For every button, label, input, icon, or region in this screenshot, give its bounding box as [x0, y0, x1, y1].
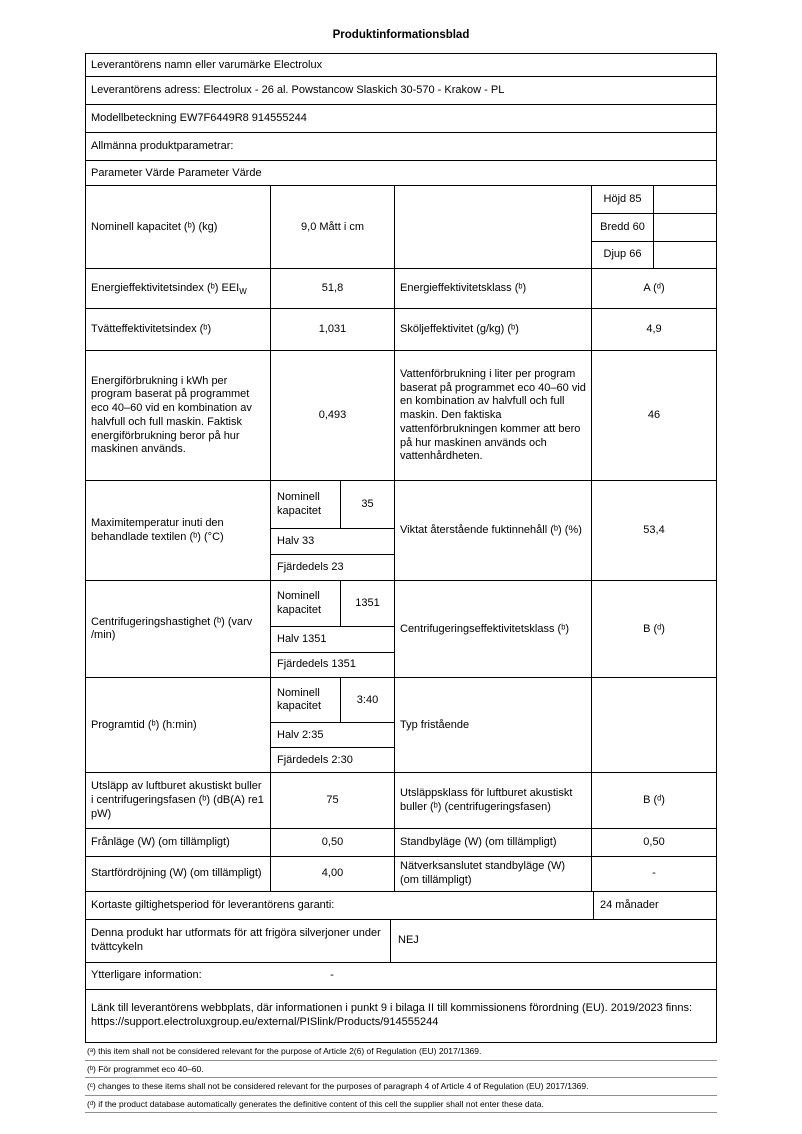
spin-rated-row [271, 581, 394, 626]
row-supplier-name [86, 54, 716, 76]
temperature-half-row: Halv 33 [271, 528, 394, 554]
param-programme-duration: Programtid (ᵇ) (h:min) [91, 718, 197, 731]
row-programme-duration [86, 677, 716, 772]
dimension-row-width [592, 213, 716, 241]
supplier-name-text: Leverantörens namn eller varumärke Electrolux [91, 58, 323, 71]
row-supplier-address [86, 76, 716, 104]
param-water-consumption: Vattenförbrukning i liter per program baserat på programmet eco 40–60 vid en kombination av halvfull och full maskin. Den faktiska vattenförbrukningen kommer att bero på hur maskinen används och vattenhårdheten. [394, 351, 591, 480]
footnote-a: (ᵃ) this item shall not be considered relevant for the purpose of Article 2(6) of Regulation (EU) 2017/1369. [85, 1043, 717, 1061]
programme-duration-subtable [270, 678, 394, 772]
row-acoustic-noise [86, 772, 716, 828]
temperature-rated-value: 35 [340, 481, 394, 528]
param-additional-information: Ytterligare information: [91, 969, 202, 981]
value-noise-class: B (ᵈ) [591, 773, 716, 828]
row-warranty [86, 891, 716, 919]
param-spin-efficiency-class: Centrifugeringseffektivitetsklass (ᵇ) [394, 581, 591, 677]
dimension-row-depth [592, 241, 716, 269]
supplier-address-text: Leverantörens adress: Electrolux - 26 al. Powstancow Slaskich 30-570 - Krakow - PL [91, 84, 505, 96]
temperature-rated-label: Nominell kapacitet [277, 490, 322, 517]
param-warranty: Kortaste giltighetsperiod för leverantörens garanti: [91, 898, 335, 911]
value-energy-consumption: 0,493 [270, 351, 394, 480]
row-nominal-capacity [86, 185, 716, 268]
value-energy-efficiency-class: A (ᵈ) [591, 269, 716, 308]
value-water-consumption: 46 [591, 351, 716, 480]
duration-quarter-row: Fjärdedels 2:30 [271, 747, 394, 772]
supplier-link-url: https://support.electroluxgroup.eu/external/PISlink/Products/914555244 [91, 1015, 439, 1028]
duration-rated-row [271, 678, 394, 722]
param-energy-efficiency-class: Energieffektivitetsklass (ᵇ) [394, 269, 591, 308]
param-energy-efficiency-index [86, 269, 270, 308]
dimensions-subtable [591, 186, 716, 268]
general-parameters-heading-text: Allmänna produktparametrar: [91, 140, 234, 152]
dimension-width-text: Bredd 60 [600, 220, 645, 233]
table-header-text: Parameter Värde Parameter Värde [91, 166, 262, 179]
footnote-d: (ᵈ) if the product database automatically generates the definitive content of this cell the supplier shall not enter these data. [85, 1096, 717, 1114]
row-model-identifier [86, 104, 716, 132]
spin-rated-label: Nominell kapacitet [277, 590, 322, 616]
max-temperature-subtable [270, 481, 394, 580]
spin-rated-value: 1351 [340, 581, 394, 626]
dimension-height-text: Höjd 85 [603, 192, 642, 205]
value-warranty: 24 månader [593, 892, 716, 919]
param-standby-mode: Standbyläge (W) (om tillämpligt) [394, 829, 591, 856]
value-standby-mode: 0,50 [591, 829, 716, 856]
dimension-width-empty-cell [653, 214, 716, 241]
param-remaining-moisture: Viktat återstående fuktinnehåll (ᵇ) (%) [394, 481, 591, 580]
value-rinsing-effectiveness: 4,9 [591, 309, 716, 350]
dimension-depth-empty-cell [653, 242, 716, 269]
param-dimensions [394, 186, 591, 268]
footnote-b: (ᵇ) För programmet eco 40–60. [85, 1061, 717, 1079]
row-max-temperature [86, 480, 716, 580]
row-delay-start [86, 856, 716, 891]
value-energy-efficiency-index: 51,8 [270, 269, 394, 308]
product-information-table [85, 53, 717, 1043]
param-max-temperature: Maximitemperatur inuti den behandlade textilen (ᵇ) (°C) [91, 517, 224, 543]
row-spin-speed [86, 580, 716, 677]
supplier-link-cell [86, 990, 716, 1042]
param-type-freestanding: Typ fristående [394, 678, 591, 772]
param-acoustic-noise: Utsläpp av luftburet akustiskt buller i centrifugeringsfasen (ᵇ) (dB(A) re1 pW) [91, 780, 264, 820]
footnote-c: (ᶜ) changes to these items shall not be considered relevant for the purposes of paragraph 4 of Article 4 of Regulation (EU) 2017/1369. [85, 1078, 717, 1096]
param-washing-efficiency-index: Tvätteffektivitetsindex (ᵇ) [91, 323, 212, 335]
value-type-empty [591, 678, 716, 772]
duration-rated-label: Nominell kapacitet [277, 686, 322, 713]
value-off-mode: 0,50 [270, 829, 394, 856]
row-table-header [86, 160, 716, 185]
param-off-mode: Frånläge (W) (om tillämpligt) [91, 836, 230, 848]
param-nominal-capacity: Nominell kapacitet (ᵇ) (kg) [91, 220, 218, 233]
model-identifier-text: Modellbeteckning EW7F6449R8 914555244 [91, 112, 307, 124]
page-title: Produktinformationsblad [332, 29, 470, 41]
footnotes-section [85, 1043, 717, 1114]
param-noise-class: Utsläppsklass för luftburet akustiskt buller (ᵇ) (centrifugeringsfasen) [394, 773, 591, 828]
dimension-depth-text: Djup 66 [603, 248, 642, 261]
dimension-row-height [592, 186, 716, 213]
param-rinsing-effectiveness: Sköljeffektivitet (g/kg) (ᵇ) [394, 309, 591, 350]
supplier-link-text: Länk till leverantörens webbplats, där informationen i punkt 9 i bilaga II till kommissionens förordning (EU). 2019/2023 finns: [91, 1002, 693, 1015]
eei-label-main: Energieffektivitetsindex (ᵇ) EEI [91, 282, 240, 294]
value-washing-efficiency-index: 1,031 [270, 309, 394, 350]
value-additional-information: - [330, 969, 334, 981]
temperature-rated-row [271, 481, 394, 528]
value-delay-start: 4,00 [270, 857, 394, 891]
dimension-height-empty-cell [653, 186, 716, 213]
value-spin-efficiency-class: B (ᵈ) [591, 581, 716, 677]
temperature-quarter-row: Fjärdedels 23 [271, 554, 394, 580]
value-remaining-moisture: 53,4 [591, 481, 716, 580]
row-general-parameters-heading [86, 132, 716, 160]
value-networked-standby: - [591, 857, 716, 891]
param-spin-speed: Centrifugeringshastighet (ᵇ) (varv /min) [91, 615, 253, 642]
spin-half-row: Halv 1351 [271, 626, 394, 652]
value-nominal-capacity: 9,0 Mått i cm [270, 186, 394, 268]
param-silver-ions: Denna produkt har utformats för att frigöra silverjoner under tvättcykeln [91, 927, 381, 953]
row-supplier-link [86, 989, 716, 1042]
spin-quarter-row: Fjärdedels 1351 [271, 652, 394, 678]
param-delay-start: Startfördröjning (W) (om tillämpligt) [91, 867, 262, 880]
param-energy-consumption: Energiförbrukning i kWh per program baserat på programmet eco 40–60 vid en kombination av halvfull och full maskin. Faktisk energiförbrukning beror på hur maskinen används. [91, 374, 252, 456]
row-energy-water-consumption [86, 350, 716, 480]
param-networked-standby: Nätverksanslutet standbyläge (W) (om tillämpligt) [394, 857, 591, 891]
row-energy-efficiency-index [86, 268, 716, 308]
duration-rated-value: 3:40 [340, 678, 394, 722]
value-acoustic-noise: 75 [270, 773, 394, 828]
row-additional-information [86, 962, 716, 989]
duration-half-row: Halv 2:35 [271, 722, 394, 747]
spin-speed-subtable [270, 581, 394, 677]
row-washing-efficiency-index [86, 308, 716, 350]
row-off-mode [86, 828, 716, 856]
value-silver-ions: NEJ [390, 920, 716, 962]
row-silver-ions [86, 919, 716, 962]
eei-label-subscript: W [239, 286, 247, 296]
